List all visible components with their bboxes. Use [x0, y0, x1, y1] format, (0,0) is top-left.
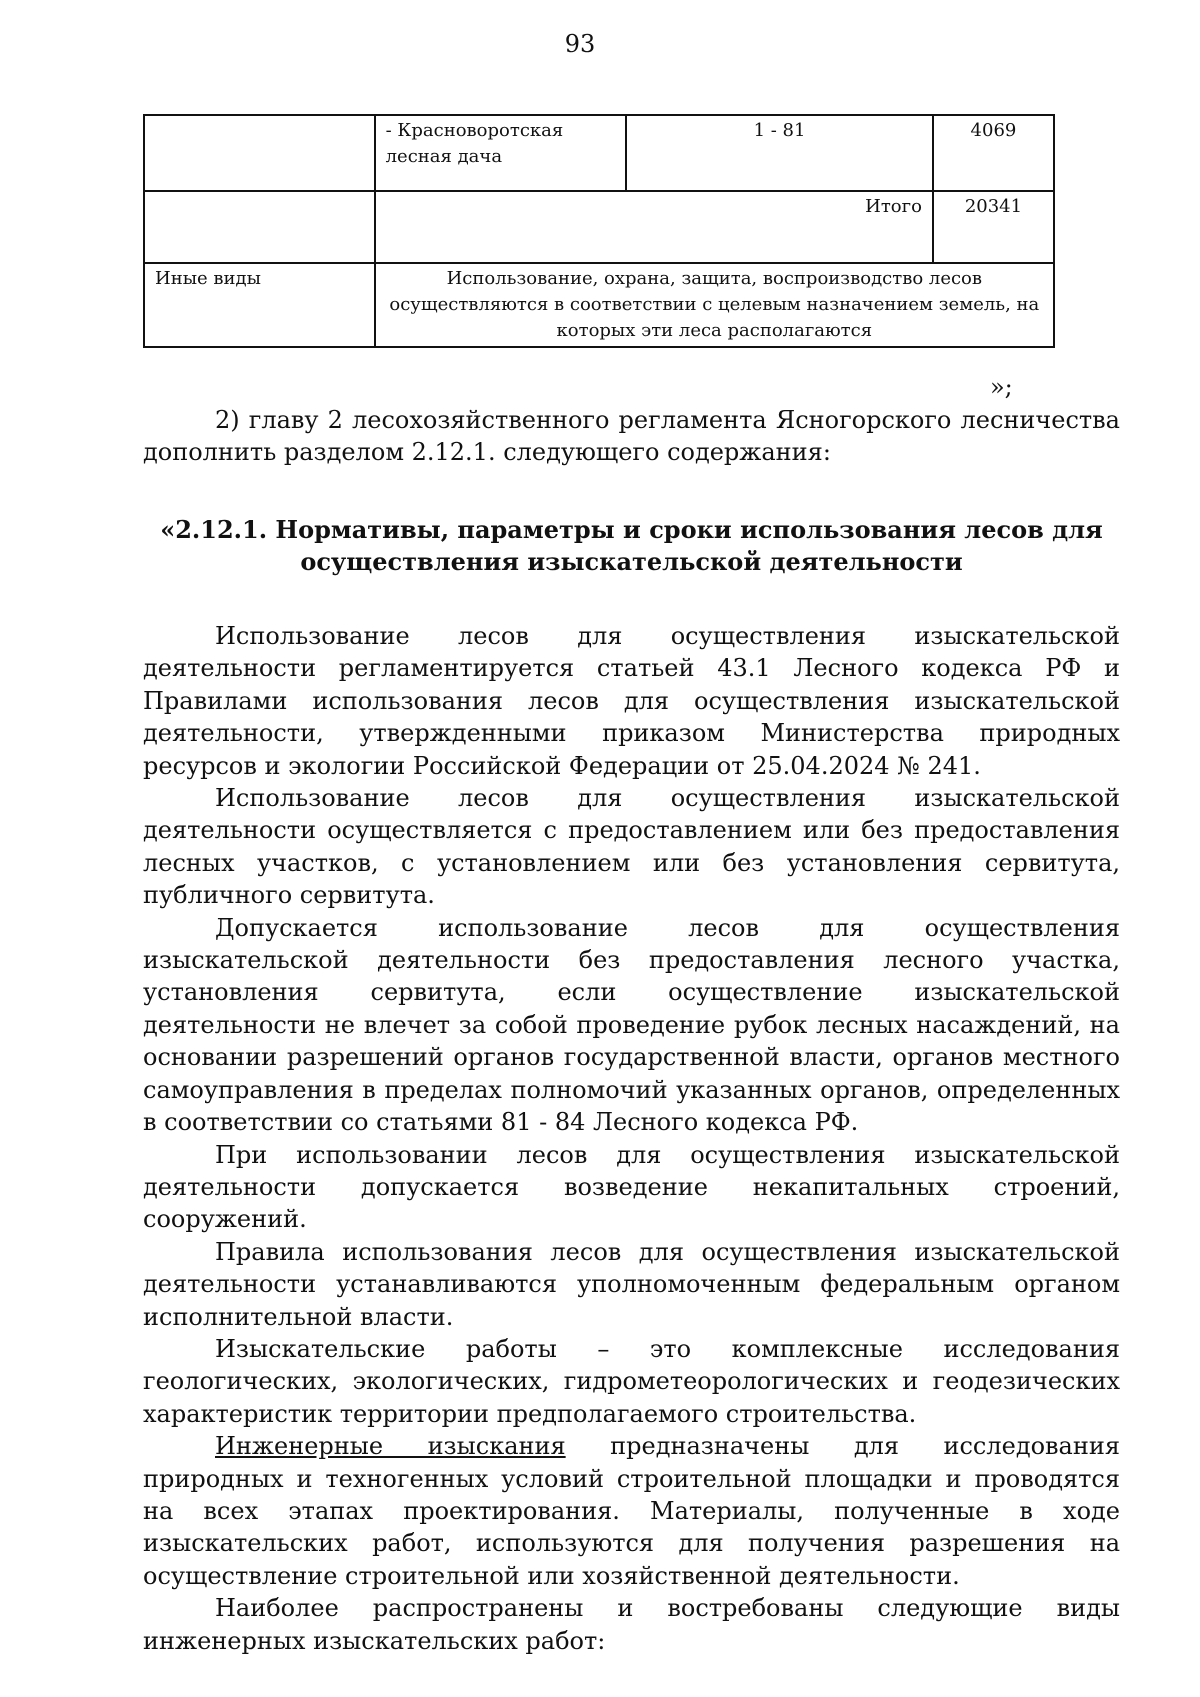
page-number: 93 [564, 30, 596, 58]
section-heading: «2.12.1. Нормативы, параметры и сроки использования лесов для осуществления изыскательской деятельности [160, 515, 1103, 576]
paragraph: Использование лесов для осуществления изыскательской деятельности осуществляется с предоставлением или без предоставления лесных участков, с установлением или без установления сервитута, публичного сервитута. [143, 784, 1120, 910]
total-value: 20341 [933, 191, 1054, 263]
engineering-rest: предназначены для исследования природных и техногенных условий строительной площадки и проводятся на всех этапах проектирования. Материалы, полученные в ходе изыскательских работ, используются для получения разрешения на осуществление строительной или хозяйственной деятельности. [143, 1432, 1120, 1590]
closing-quote: »; [990, 373, 1013, 401]
paragraph: При использовании лесов для осуществления изыскательской деятельности допускается возведение некапитальных строений, сооружений. [143, 1140, 1120, 1234]
final-paragraph: Наиболее распространены и востребованы следующие виды инженерных изыскательских работ: [143, 1594, 1120, 1655]
engineering-term: Инженерные изыскания [215, 1432, 566, 1461]
other-types-text: Использование, охрана, защита, воспроизводство лесов осуществляются в соответствии с целевым назначением земель, на которых эти леса располагаются [375, 263, 1054, 347]
paragraph: Использование лесов для осуществления изыскательской деятельности регламентируется статьей 43.1 Лесного кодекса РФ и Правилами использования лесов для осуществления изыскательской деятельности, утвержденными приказом Министерства природных ресурсов и экологии Российской Федерации от 25.04.2024 № 241. [143, 622, 1120, 780]
paragraph: Допускается использование лесов для осуществления изыскательской деятельности без предоставления лесного участка, установления сервитута, если осуществление изыскательской деятельности не влечет за собой проведение рубок лесных насаждений, на основании разрешений органов государственной власти, органов местного самоуправления в пределах полномочий указанных органов, определенных в соответствии со статьями 81 - 84 Лесного кодекса РФ. [143, 913, 1120, 1137]
paragraph: Изыскательские работы – это комплексные исследования геологических, экологических, гидрометеорологических и геодезических характеристик территории предполагаемого строительства. [143, 1334, 1120, 1428]
total-label: Итого [375, 191, 933, 263]
table-row-total [144, 191, 1054, 263]
intro-block [143, 404, 1120, 469]
forest-dacha-area: 4069 [933, 115, 1054, 191]
forest-table [143, 114, 1055, 348]
table-cell-empty [144, 115, 375, 191]
table-row [144, 115, 1054, 191]
engineering-paragraph [143, 1430, 1120, 1592]
table-row-other [144, 263, 1054, 347]
forest-dacha-quarters: 1 - 81 [626, 115, 933, 191]
paragraph: Правила использования лесов для осуществления изыскательской деятельности устанавливаются уполномоченным федеральным органом исполнительной власти. [143, 1237, 1120, 1331]
forest-dacha-name: - Красноворотская лесная дача [375, 115, 627, 191]
table-cell-empty [144, 191, 375, 263]
other-types-label: Иные виды [144, 263, 375, 347]
main-text [143, 620, 1120, 1657]
intro-paragraph: 2) главу 2 лесохозяйственного регламента Ясногорского лесничества дополнить разделом 2.12.1. следующего содержания: [143, 406, 1120, 467]
